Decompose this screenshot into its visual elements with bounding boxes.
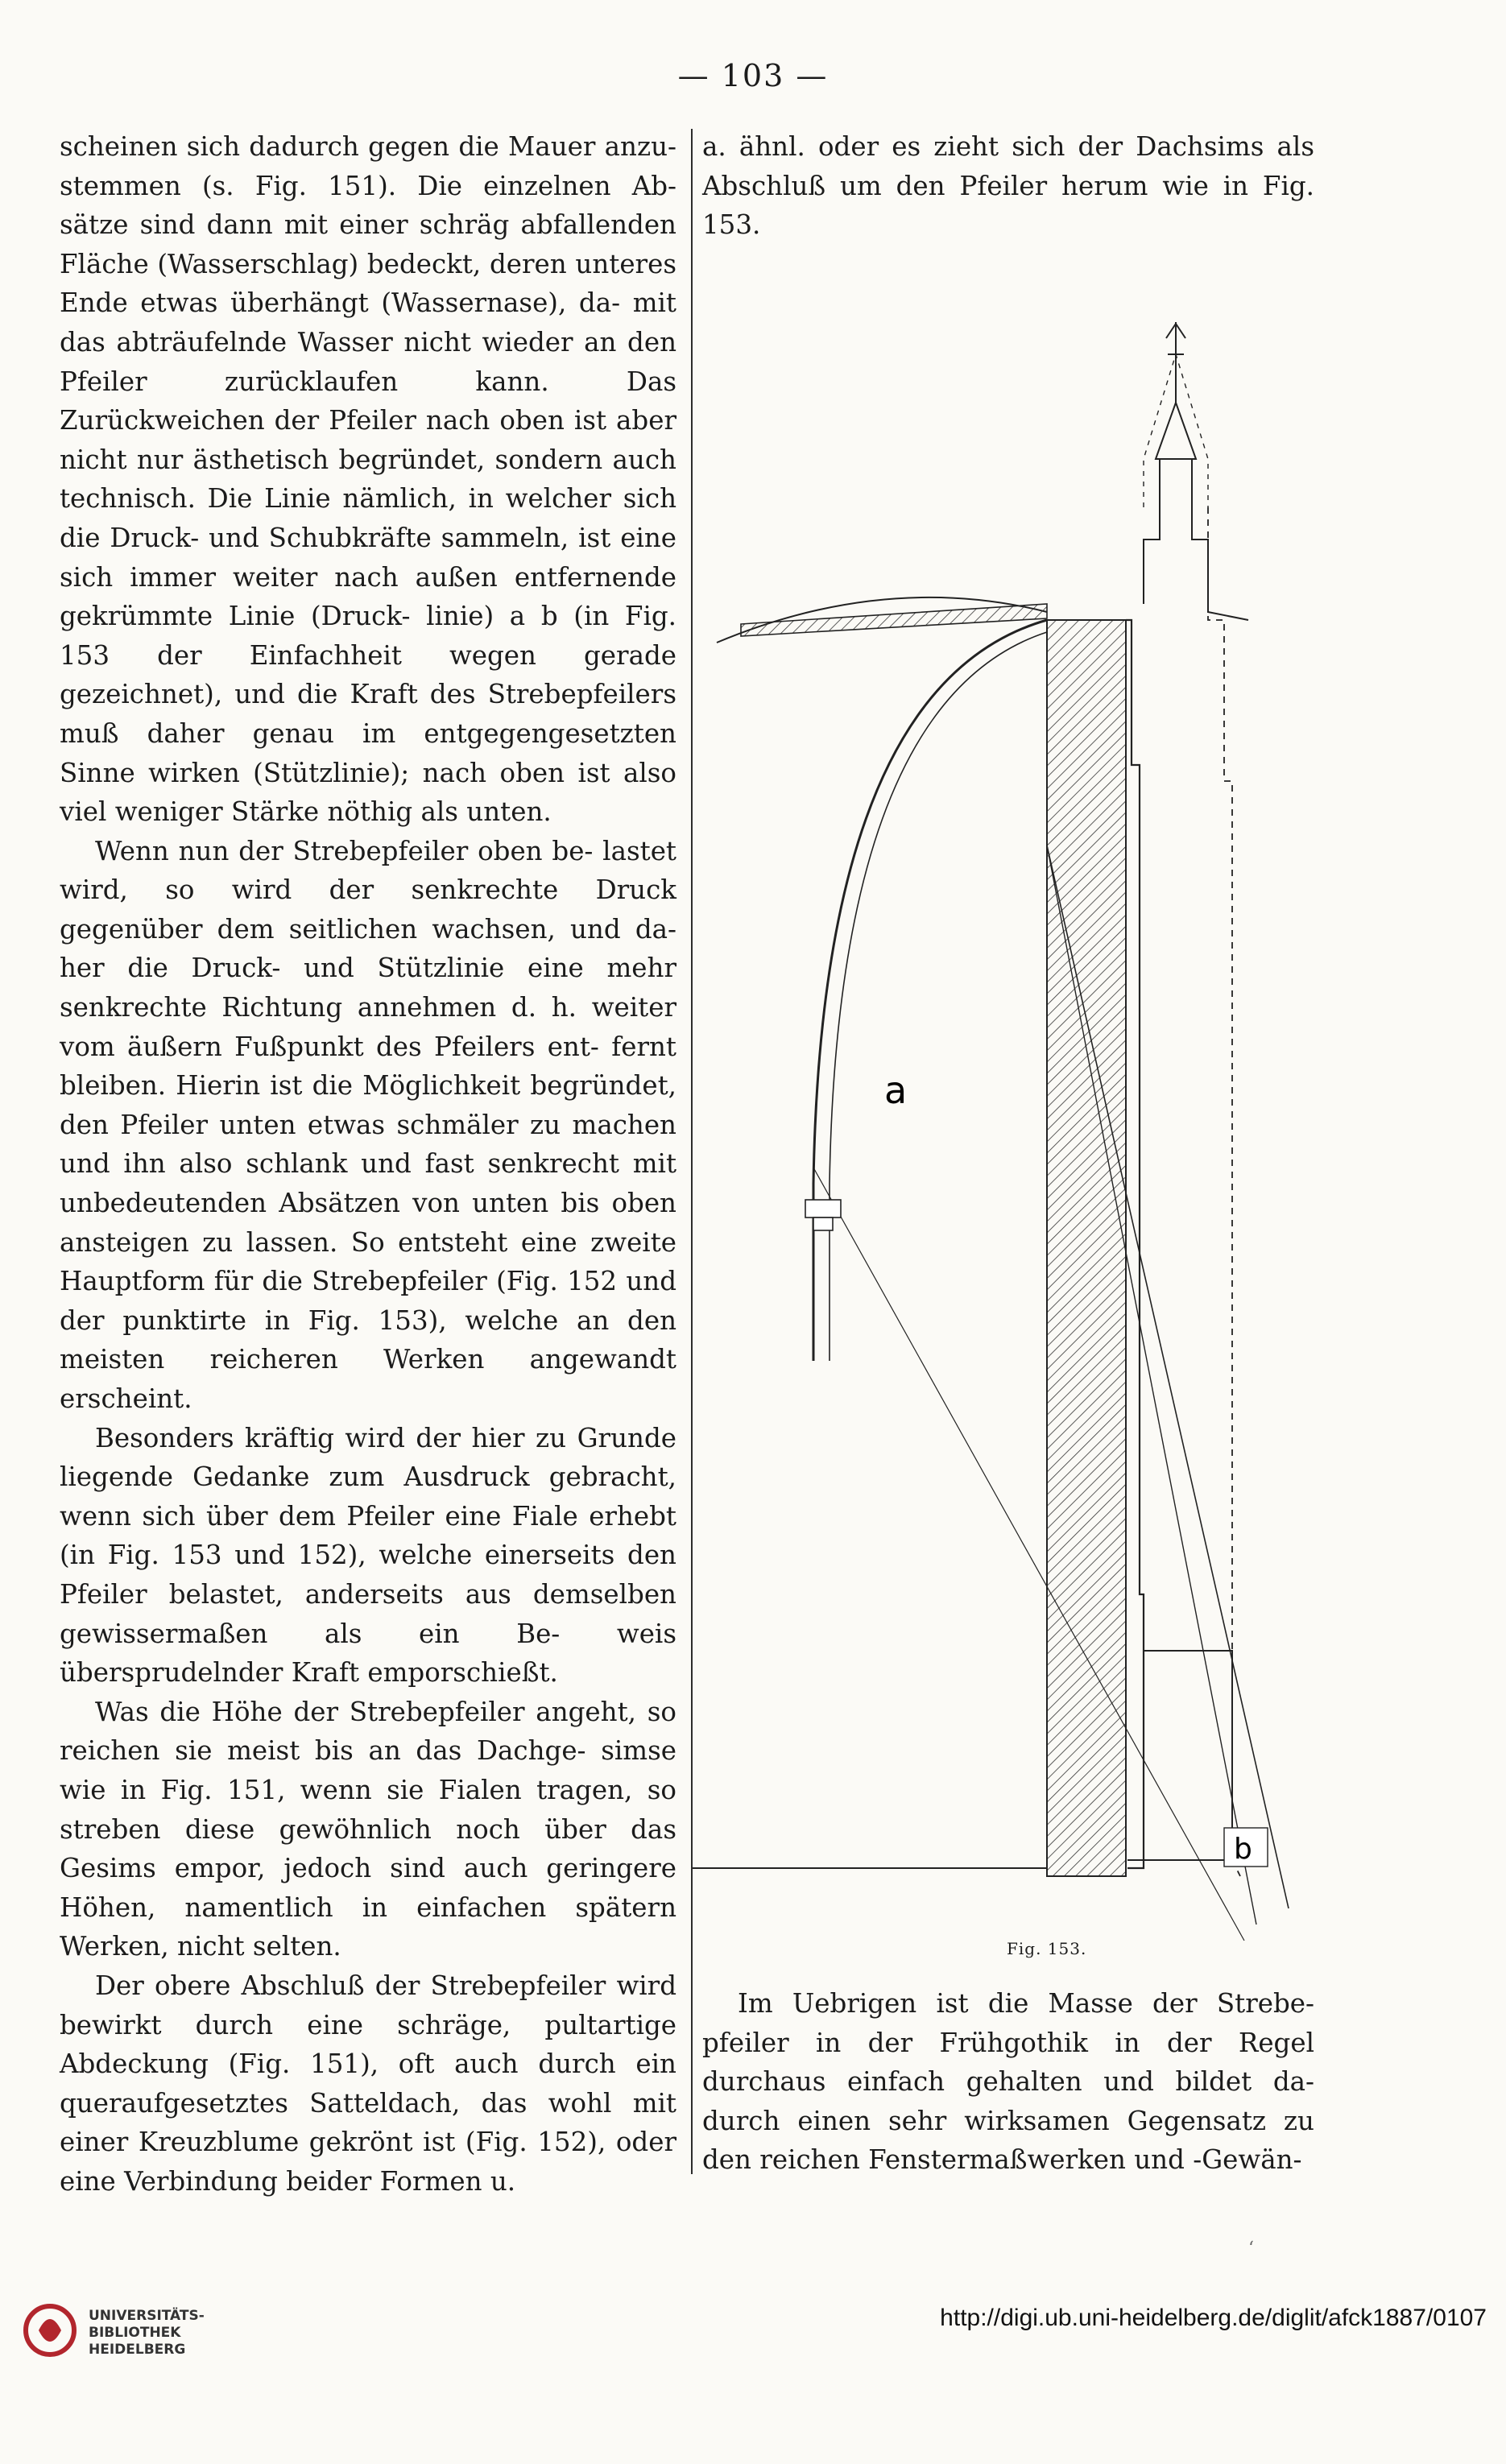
cornice bbox=[741, 604, 1047, 636]
paragraph-2: Wenn nun der Strebepfeiler oben be- lastet wird, so wird der senkrechte Druck gegenüber dem seitlichen wachsen, und da- her die Druck- und Stützlinie eine mehr senkrechte Richtung annehmen d. h. weiter vom äußern Fußpunkt des Pfeilers ent- fernt bleiben. Hierin ist die Möglichkeit begründet, den Pfeiler unten etwas schmäler zu machen und ihn also schlank und fast senkrecht mit unbedeutenden Absätzen von unten bis oben ansteigen zu lassen. So entsteht eine zweite Hauptform für die Strebepfeiler (Fig. 152 und der punktirte in Fig. 153), welche an den meisten reicheren Werken angewandt erscheint. bbox=[60, 835, 676, 1414]
paragraph-3: Besonders kräftig wird der hier zu Grunde liegende Gedanke zum Ausdruck gebracht, wenn sich über dem Pfeiler eine Fiale erhebt (in Fig. 153 und 152), welche einerseits den Pfeiler belastet, anderseits aus demselben gewissermaßen als ein Be- weis übersprudelnder Kraft emporschießt. bbox=[60, 1422, 676, 1689]
pinnacle bbox=[1144, 403, 1248, 620]
buttress-outline bbox=[1126, 620, 1144, 1868]
logo-line-2: BIBLIOTHEK bbox=[89, 2325, 181, 2341]
paragraph-1: scheinen sich dadurch gegen die Mauer anzu- stemmen (s. Fig. 151). Die einzelnen Ab- sätze sind dann mit einer schräg abfallenden Fläche (Wasserschlag) bedeckt, deren unteres Ende etwas überhängt (Wassernase), da- mit das abträufelnde Wasser nicht wieder an den Pfeiler zurücklaufen kann. Das Zurückweichen der Pfeiler nach oben ist aber nicht nur ästhetisch begründet, sondern auch technisch. Die Linie nämlich, in welcher sich die Druck- und Schubkräfte sammeln, ist eine sich immer weiter nach außen entfernende gekrümmte Linie (Druck- linie) a b (in Fig. 153 der Einfachheit wegen gerade gezeichnet), und die Kraft des Strebepfeilers muß daher genau im entgegengesetzten Sinne wirken (Stützlinie); nach oben ist also viel weniger Stärke nöthig als unten. bbox=[60, 131, 676, 828]
right-text-top bbox=[702, 127, 1314, 245]
right-text-bottom bbox=[702, 1984, 1314, 2180]
paragraph-5: Der obere Abschluß der Strebepfeiler wird bewirkt durch eine schräge, pultartige Abdeckung (Fig. 151), oft auch durch ein queraufgesetztes Satteldach, das wohl mit einer Kreuzblume gekrönt ist (Fig. 152), oder eine Verbindung beider Formen u. bbox=[60, 1970, 676, 2197]
library-logo bbox=[23, 2287, 337, 2383]
dotted-outline bbox=[1208, 507, 1240, 1876]
page-number: — 103 — bbox=[677, 58, 829, 93]
arch-line bbox=[813, 620, 1047, 1361]
source-url-link[interactable]: http://digi.ub.uni-heidelberg.de/diglit/afck1887/0107 bbox=[940, 2305, 1487, 2331]
wall-hatched bbox=[1047, 620, 1126, 1876]
right-paragraph-top: a. ähnl. oder es zieht sich der Dachsims als Abschluß um den Pfeiler herum wie in Fig. 153. bbox=[702, 131, 1314, 241]
university-seal-icon bbox=[23, 2287, 77, 2377]
left-text-column bbox=[60, 127, 676, 2201]
logo-line-3: HEIDELBERG bbox=[89, 2342, 186, 2358]
buttress-figure bbox=[693, 266, 1353, 1973]
paragraph-4: Was die Höhe der Strebepfeiler angeht, so reichen sie meist bis an das Dachge- simse wie in Fig. 151, wenn sie Fialen tragen, so streben diese gewöhnlich noch über das Gesims empor, jedoch sind auch geringere Höhen, namentlich in einfachen spätern Werken, nicht selten. bbox=[60, 1696, 676, 1962]
figure-label-a: a bbox=[884, 1069, 908, 1112]
figure-label-b: b bbox=[1234, 1833, 1252, 1866]
stray-mark: ‘ bbox=[1248, 2239, 1254, 2259]
figure-caption: Fig. 153. bbox=[1007, 1939, 1087, 1958]
right-paragraph-bottom: Im Uebrigen ist die Masse der Strebe- pfeiler in der Frühgothik in der Regel durchaus einfach gehalten und bildet da- durch einen sehr wirksamen Gegensatz zu den reichen Fenstermaßwerken und -Gewän- bbox=[702, 1988, 1314, 2176]
logo-line-1: UNIVERSITÄTS- bbox=[89, 2308, 205, 2324]
